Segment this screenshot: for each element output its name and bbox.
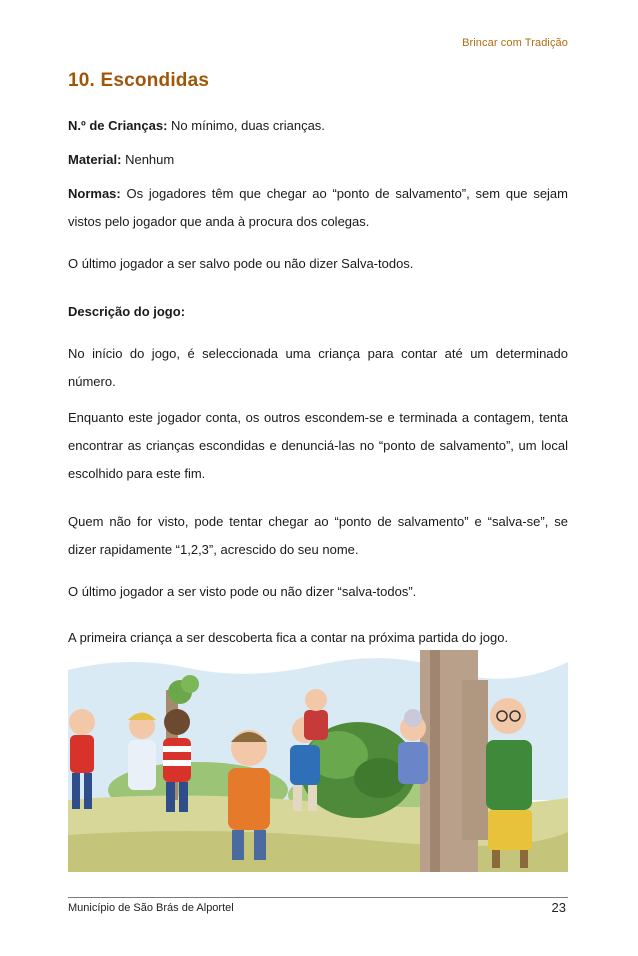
section-title: 10. Escondidas bbox=[68, 70, 210, 91]
material-line bbox=[68, 146, 568, 174]
paragraph-2: Enquanto este jogador conta, os outros escondem-se e terminada a contagem, tenta encontrar as crianças escondidas e denunciá-las no “ponto de salvamento”, um local escolhido para este fim. bbox=[68, 410, 568, 481]
paragraph-5: A primeira criança a ser descoberta fica a contar na próxima partida do jogo. bbox=[68, 630, 509, 645]
footer-divider bbox=[68, 897, 568, 898]
paragraph-1: No início do jogo, é seleccionada uma criança para contar até um determinado número. bbox=[68, 346, 568, 389]
rules-label: Normas: bbox=[68, 186, 121, 201]
material-value: Nenhum bbox=[121, 152, 175, 167]
hide-and-seek-illustration bbox=[68, 650, 568, 872]
child-figure bbox=[304, 689, 328, 740]
child-figure bbox=[128, 713, 156, 791]
footer-municipality: Município de São Brás de Alportel bbox=[68, 902, 234, 914]
paragraph-4: O último jogador a ser visto pode ou não dizer “salva-todos”. bbox=[68, 584, 417, 599]
paragraph-3: Quem não for visto, pode tentar chegar ao “ponto de salvamento” e “salva-se”, se dizer rapidamente “1,2,3”, acrescido do seu nome. bbox=[68, 514, 568, 557]
page-number: 23 bbox=[551, 900, 566, 915]
material-label: Material: bbox=[68, 152, 122, 167]
rules-paragraph bbox=[68, 180, 568, 236]
running-header: Brincar com Tradição bbox=[462, 37, 568, 49]
children-count-line bbox=[68, 112, 568, 140]
description-heading: Descrição do jogo: bbox=[68, 304, 186, 319]
children-count-value: No mínimo, duas crianças. bbox=[167, 118, 325, 133]
rules-value: Os jogadores têm que chegar ao “ponto de salvamento”, sem que sejam vistos pelo jogador que anda à procura dos colegas. bbox=[68, 186, 568, 229]
children-count-label: N.º de Crianças: bbox=[68, 118, 168, 133]
rules-note: O último jogador a ser salvo pode ou não dizer Salva-todos. bbox=[68, 256, 414, 271]
